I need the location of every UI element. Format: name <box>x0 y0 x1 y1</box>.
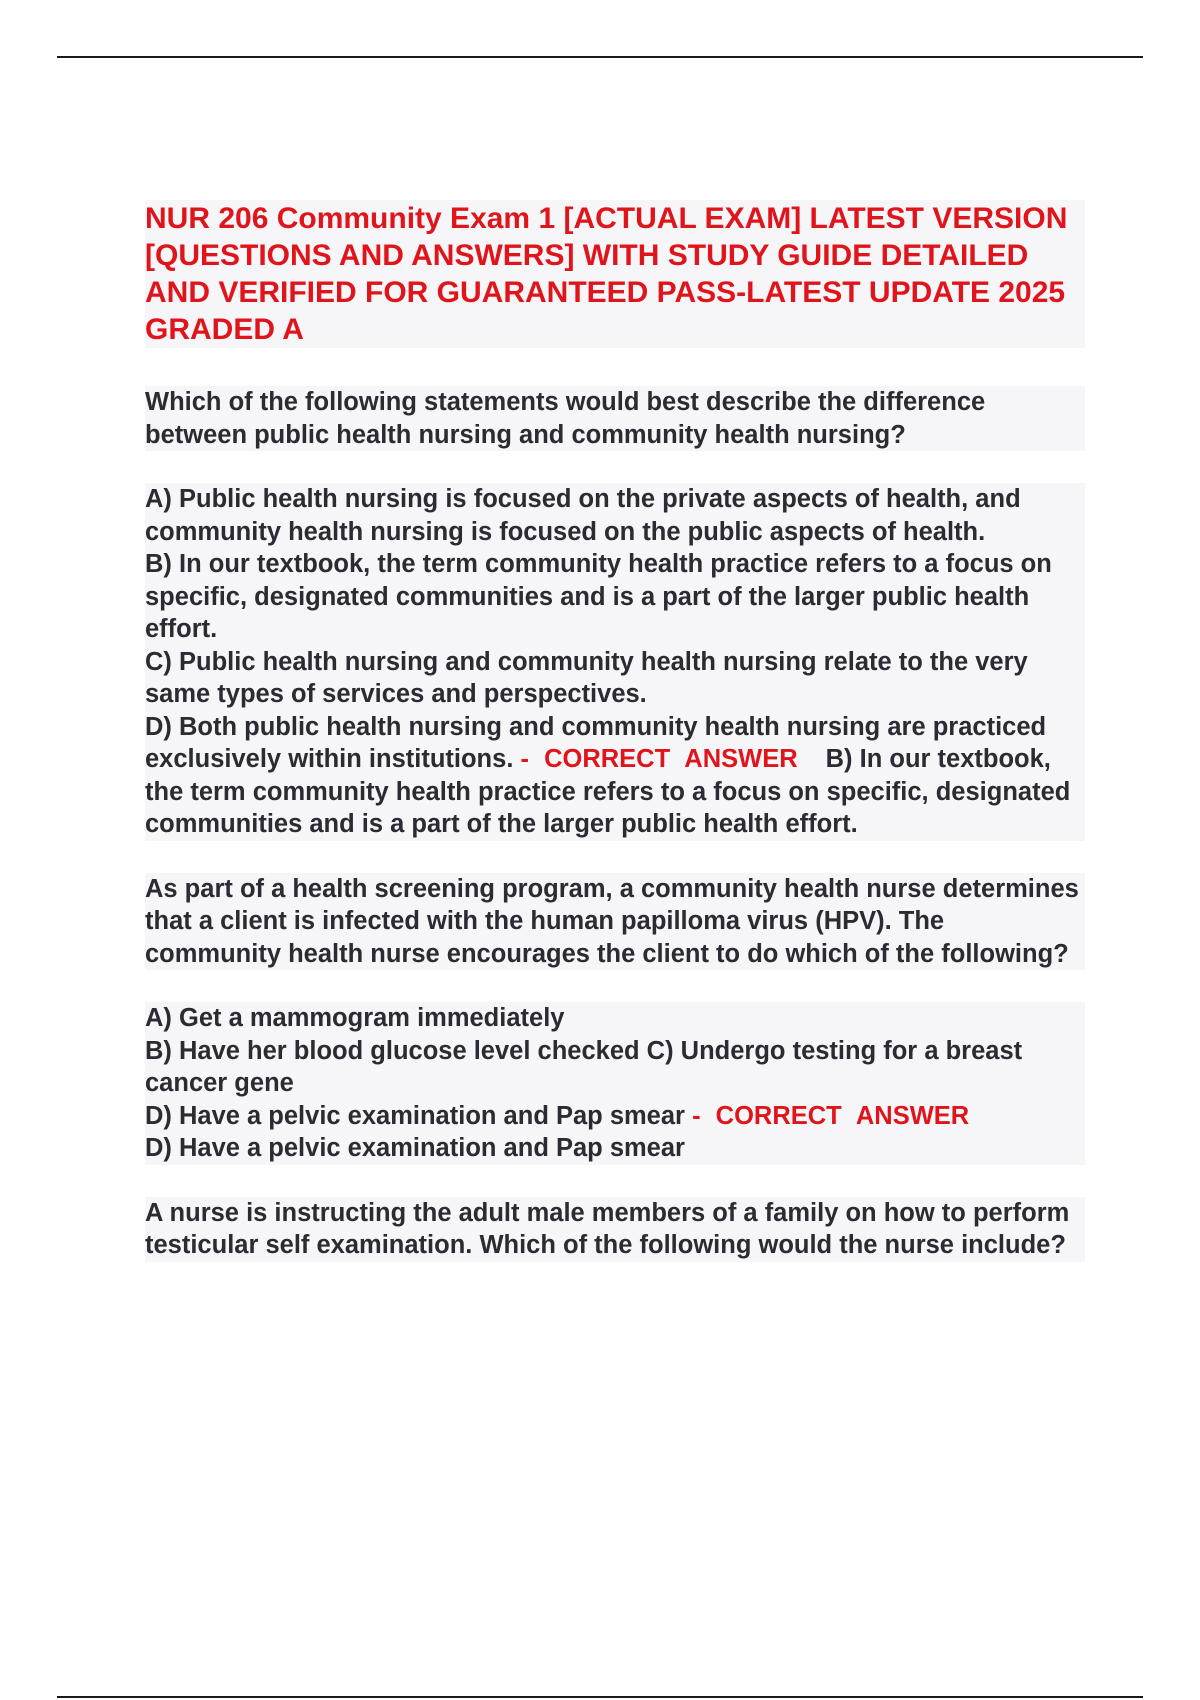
correct-answer-marker: - CORRECT ANSWER <box>520 745 798 773</box>
answer-option-a: A) Get a mammogram immediately <box>145 1002 1085 1035</box>
document-title: NUR 206 Community Exam 1 [ACTUAL EXAM] LATEST VERSION [QUESTIONS AND ANSWERS] WITH STUDY GUIDE DETAILED AND VERIFIED FOR GUARANTEED PASS-LATEST UPDATE 2025 GRADED A <box>145 200 1085 348</box>
bottom-rule <box>57 1696 1143 1698</box>
correct-answer-text: D) Have a pelvic examination and Pap smear <box>145 1132 1085 1165</box>
correct-answer-marker: - CORRECT ANSWER <box>692 1101 970 1130</box>
question-text: A nurse is instructing the adult male members of a family on how to perform testicular self examination. Which of the following would the nurse include? <box>145 1197 1085 1262</box>
answer-option-c: C) Public health nursing and community health nursing relate to the very same types of services and perspectives. <box>145 646 1085 711</box>
question-text: Which of the following statements would best describe the difference between public health nursing and community health nursing? <box>145 386 1085 451</box>
answer-option-a: A) Public health nursing is focused on the private aspects of health, and community health nursing is focused on the public aspects of health. <box>145 483 1085 548</box>
question-block-1 <box>145 386 1085 841</box>
correct-answer-text: B) In our textbook, the term community health practice refers to a focus on specific, designated communities and is a part of the larger public health effort. <box>145 745 1071 838</box>
question-block-3 <box>145 1197 1085 1262</box>
answer-option-d-with-answer <box>145 1100 1085 1133</box>
document-body <box>145 200 1085 1294</box>
top-rule <box>57 56 1143 58</box>
answer-option-d: D) Have a pelvic examination and Pap smear <box>145 1101 685 1130</box>
question-text: As part of a health screening program, a community health nurse determines that a client is infected with the human papilloma virus (HPV). The community health nurse encourages the client to do which of the following? <box>145 873 1085 971</box>
question-block-2 <box>145 873 1085 1165</box>
answer-option-b-c: B) Have her blood glucose level checked C) Undergo testing for a breast cancer gene <box>145 1035 1085 1100</box>
answer-option-b: B) In our textbook, the term community health practice refers to a focus on specific, designated communities and is a part of the larger public health effort. <box>145 548 1085 646</box>
answer-option-d-with-answer <box>145 711 1085 841</box>
answer-option-d: D) Both public health nursing and community health nursing are practiced exclusively within institutions. <box>145 712 1047 773</box>
